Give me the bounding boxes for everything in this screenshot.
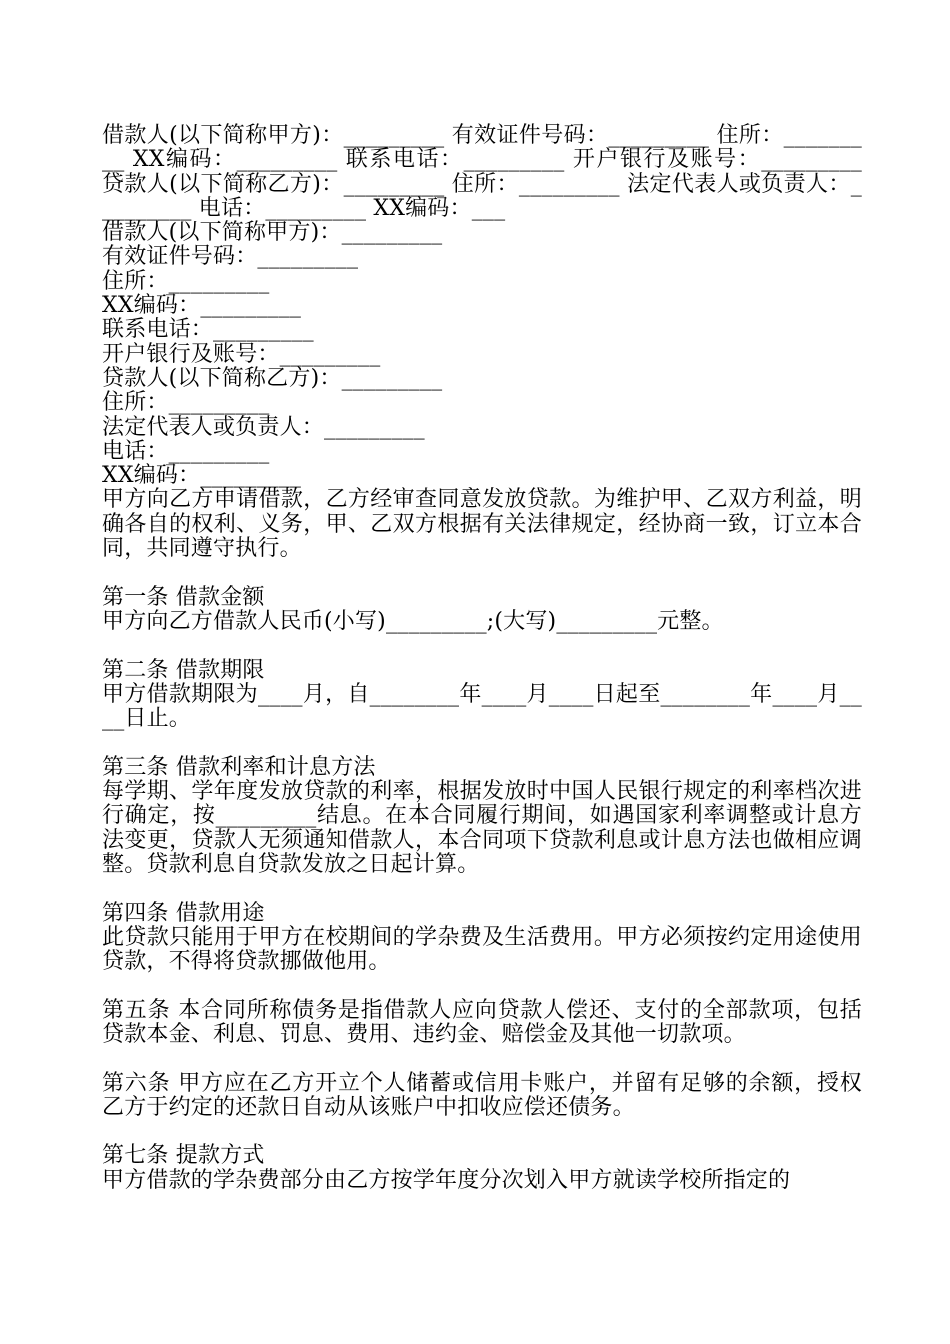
article-5-body: 第五条 本合同所称债务是指借款人应向贷款人偿还、支付的全部款项，包括贷款本金、利息、罚息、费用、违约金、赔偿金及其他一切款项。 [102,997,862,1047]
spacer [102,634,862,658]
article-4-body: 此贷款只能用于甲方在校期间的学杂费及生活费用。甲方必须按约定用途使用贷款，不得将贷款挪做他用。 [102,924,862,975]
article-3-body: 每学期、学年度发放贷款的利率，根据发放时中国人民银行规定的利率档次进行确定，按_________结息。在本合同履行期间，如遇国家利率调整或计息方法变更，贷款人无须通知借款人，本合同项下贷款利息或计息方法也做相应调整。贷款利息自贷款发放之日起计算。 [102,779,862,877]
field-borrower: 借款人(以下简称甲方)：_________ [102,220,443,246]
spacer [102,1047,862,1071]
article-2-body: 甲方借款期限为____月，自________年____月____日起至________年____月____日止。 [102,681,862,732]
field-phone: 联系电话：_________ [102,317,314,343]
article-7-heading: 第七条 提款方式 [102,1143,265,1169]
spacer [102,561,862,585]
article-1-heading: 第一条 借款金额 [102,584,265,610]
contract-page [102,124,862,1193]
party-info-paragraph: 借款人(以下简称甲方)：_________ 有效证件号码：_________ 住所：_________ XX编码：_________ 联系电话：_________ 开户银行及账号：_________ 贷款人(以下简称乙方)：_________ 住所：_________ 法定代表人或负责人：_________ 电话：_________ XX编码：___ [102,123,862,221]
field-lender-address: 住所：_________ [102,390,270,416]
field-lender-postcode: XX编码：_________ [102,463,302,489]
spacer [102,1120,862,1144]
field-borrower-address: 住所：_________ [102,268,270,294]
article-3-heading: 第三条 借款利率和计息方法 [102,754,376,780]
article-2-heading: 第二条 借款期限 [102,657,265,683]
field-lender: 贷款人(以下简称乙方)：_________ [102,365,443,391]
field-legal-representative: 法定代表人或负责人：_________ [102,414,425,440]
article-6-body: 第六条 甲方应在乙方开立个人储蓄或信用卡账户，并留有足够的余额，授权乙方于约定的还款日自动从该账户中扣收应偿还债务。 [102,1070,862,1120]
spacer [102,877,862,901]
spacer [102,731,862,755]
field-bank-account: 开户银行及账号：_________ [102,341,381,367]
field-lender-phone: 电话：_________ [102,438,270,464]
article-1-body: 甲方向乙方借款人民币(小写)_________;(大写)_________元整。 [102,608,724,634]
spacer [102,974,862,998]
intro-paragraph: 甲方向乙方申请借款，乙方经审查同意发放贷款。为维护甲、乙双方利益，明确各自的权利、义务，甲、乙双方根据有关法律规定，经协商一致，订立本合同，共同遵守执行。 [102,487,862,562]
article-7-body: 甲方借款的学杂费部分由乙方按学年度分次划入甲方就读学校所指定的 [102,1167,791,1193]
article-4-heading: 第四条 借款用途 [102,900,265,926]
field-borrower-postcode: XX编码：_________ [102,293,302,319]
field-id-number: 有效证件号码：_________ [102,244,359,270]
